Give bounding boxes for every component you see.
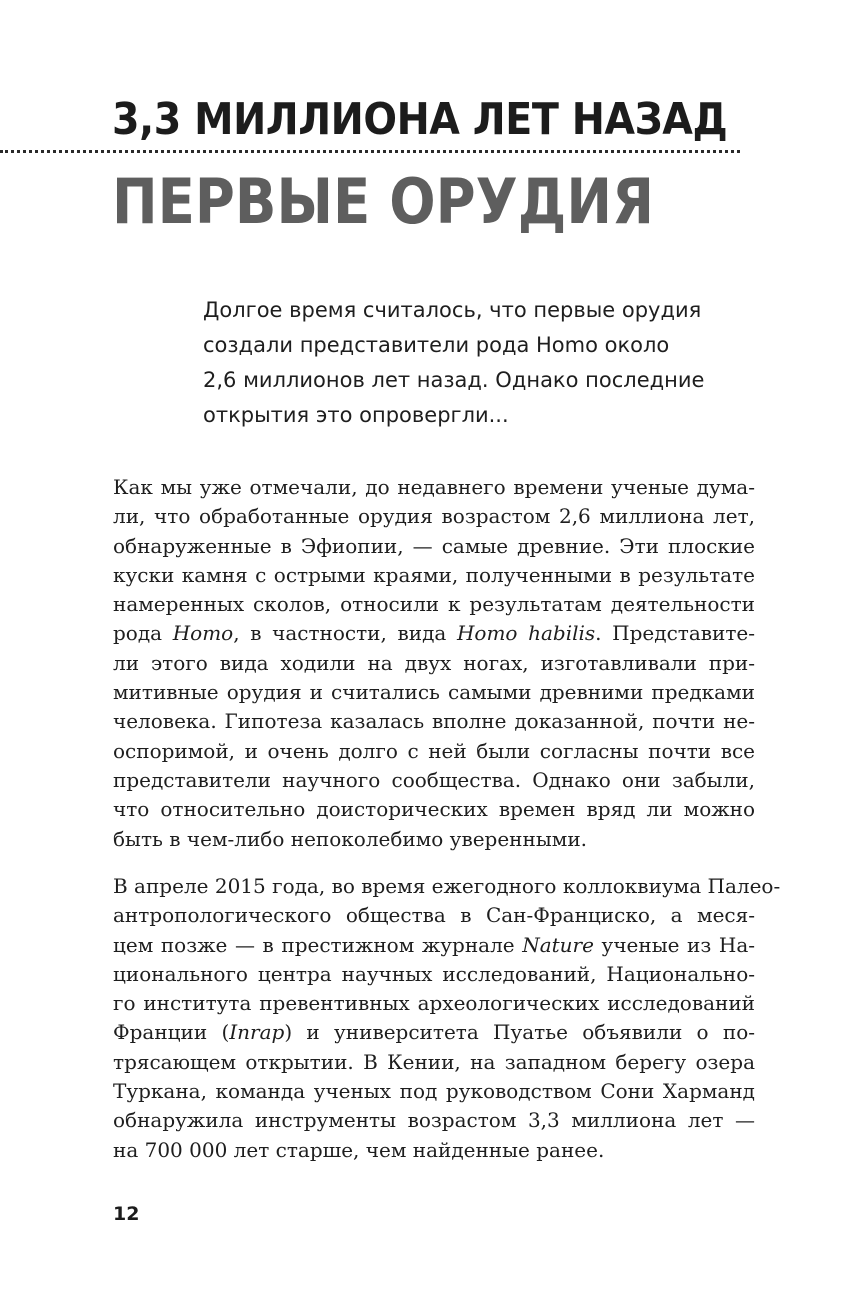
text-line: ционального центра научных исследований, Национально- (113, 961, 755, 986)
text-line: обнаружила инструменты возрастом 3,3 миллиона лет — (113, 1108, 755, 1133)
body-paragraph-1 (113, 473, 755, 854)
text-line: обнаруженные в Эфиопии, — самые древние. Эти плоские (113, 533, 755, 558)
text-line: рода Homo, в частности, вида Homo habilis. Представите- (113, 621, 755, 646)
text-line: Франции (Inrap) и университета Пуатье объявили о по- (113, 1020, 755, 1045)
text-line: Туркана, команда ученых под руководством Сони Харманд (113, 1079, 755, 1104)
text-line: человека. Гипотеза казалась вполне доказанной, почти не- (113, 709, 755, 734)
text-line: го института превентивных археологических исследований (113, 991, 755, 1016)
text-line: цем позже — в престижном журнале Nature ученые из На- (113, 932, 756, 957)
text-line: ли этого вида ходили на двух ногах, изготавливали при- (113, 650, 755, 675)
text-line: что относительно доисторических времен вряд ли можно (113, 797, 755, 822)
body-paragraph-2 (113, 872, 781, 1165)
text-line: В апреле 2015 года, во время ежегодного коллоквиума Палео- (113, 874, 781, 898)
lead-line: 2,6 миллионов лет назад. Однако последние (203, 368, 705, 392)
text-line: трясающем открытии. В Кении, на западном берегу озера (113, 1049, 755, 1074)
lead-line: создали представители рода Homo около (203, 333, 670, 357)
text-line: представители научного сообщества. Однако они забыли, (113, 767, 755, 792)
lead-paragraph (203, 293, 723, 433)
text-line: намеренных сколов, относили к результатам деятельности (113, 592, 755, 617)
text-line: на 700 000 лет старше, чем найденные ранее. (113, 1137, 605, 1162)
text-line: куски камня с острыми краями, полученными в результате (113, 562, 755, 587)
page-number: 12 (113, 1203, 140, 1225)
text-line: Как мы уже отмечали, до недавнего времени ученые дума- (113, 475, 755, 499)
text-line: ли, что обработанные орудия возрастом 2,6 миллиона лет, (113, 504, 755, 529)
lead-line: открытия это опровергли... (203, 403, 509, 427)
text-line: антропологического общества в Сан-Франциско, а меся- (113, 903, 755, 928)
lead-line: Долгое время считалось, что первые орудия (203, 298, 702, 322)
chapter-title: ПЕРВЫЕ ОРУДИЯ (112, 165, 655, 238)
dotted-divider (0, 150, 740, 153)
text-line: быть в чем-либо непоколебимо уверенными. (113, 826, 588, 851)
text-line: оспоримой, и очень долго с ней были согласны почти все (113, 738, 755, 763)
chapter-date-heading: 3,3 МИЛЛИОНА ЛЕТ НАЗАД (112, 94, 728, 145)
text-line: митивные орудия и считались самыми древними предками (113, 680, 755, 705)
